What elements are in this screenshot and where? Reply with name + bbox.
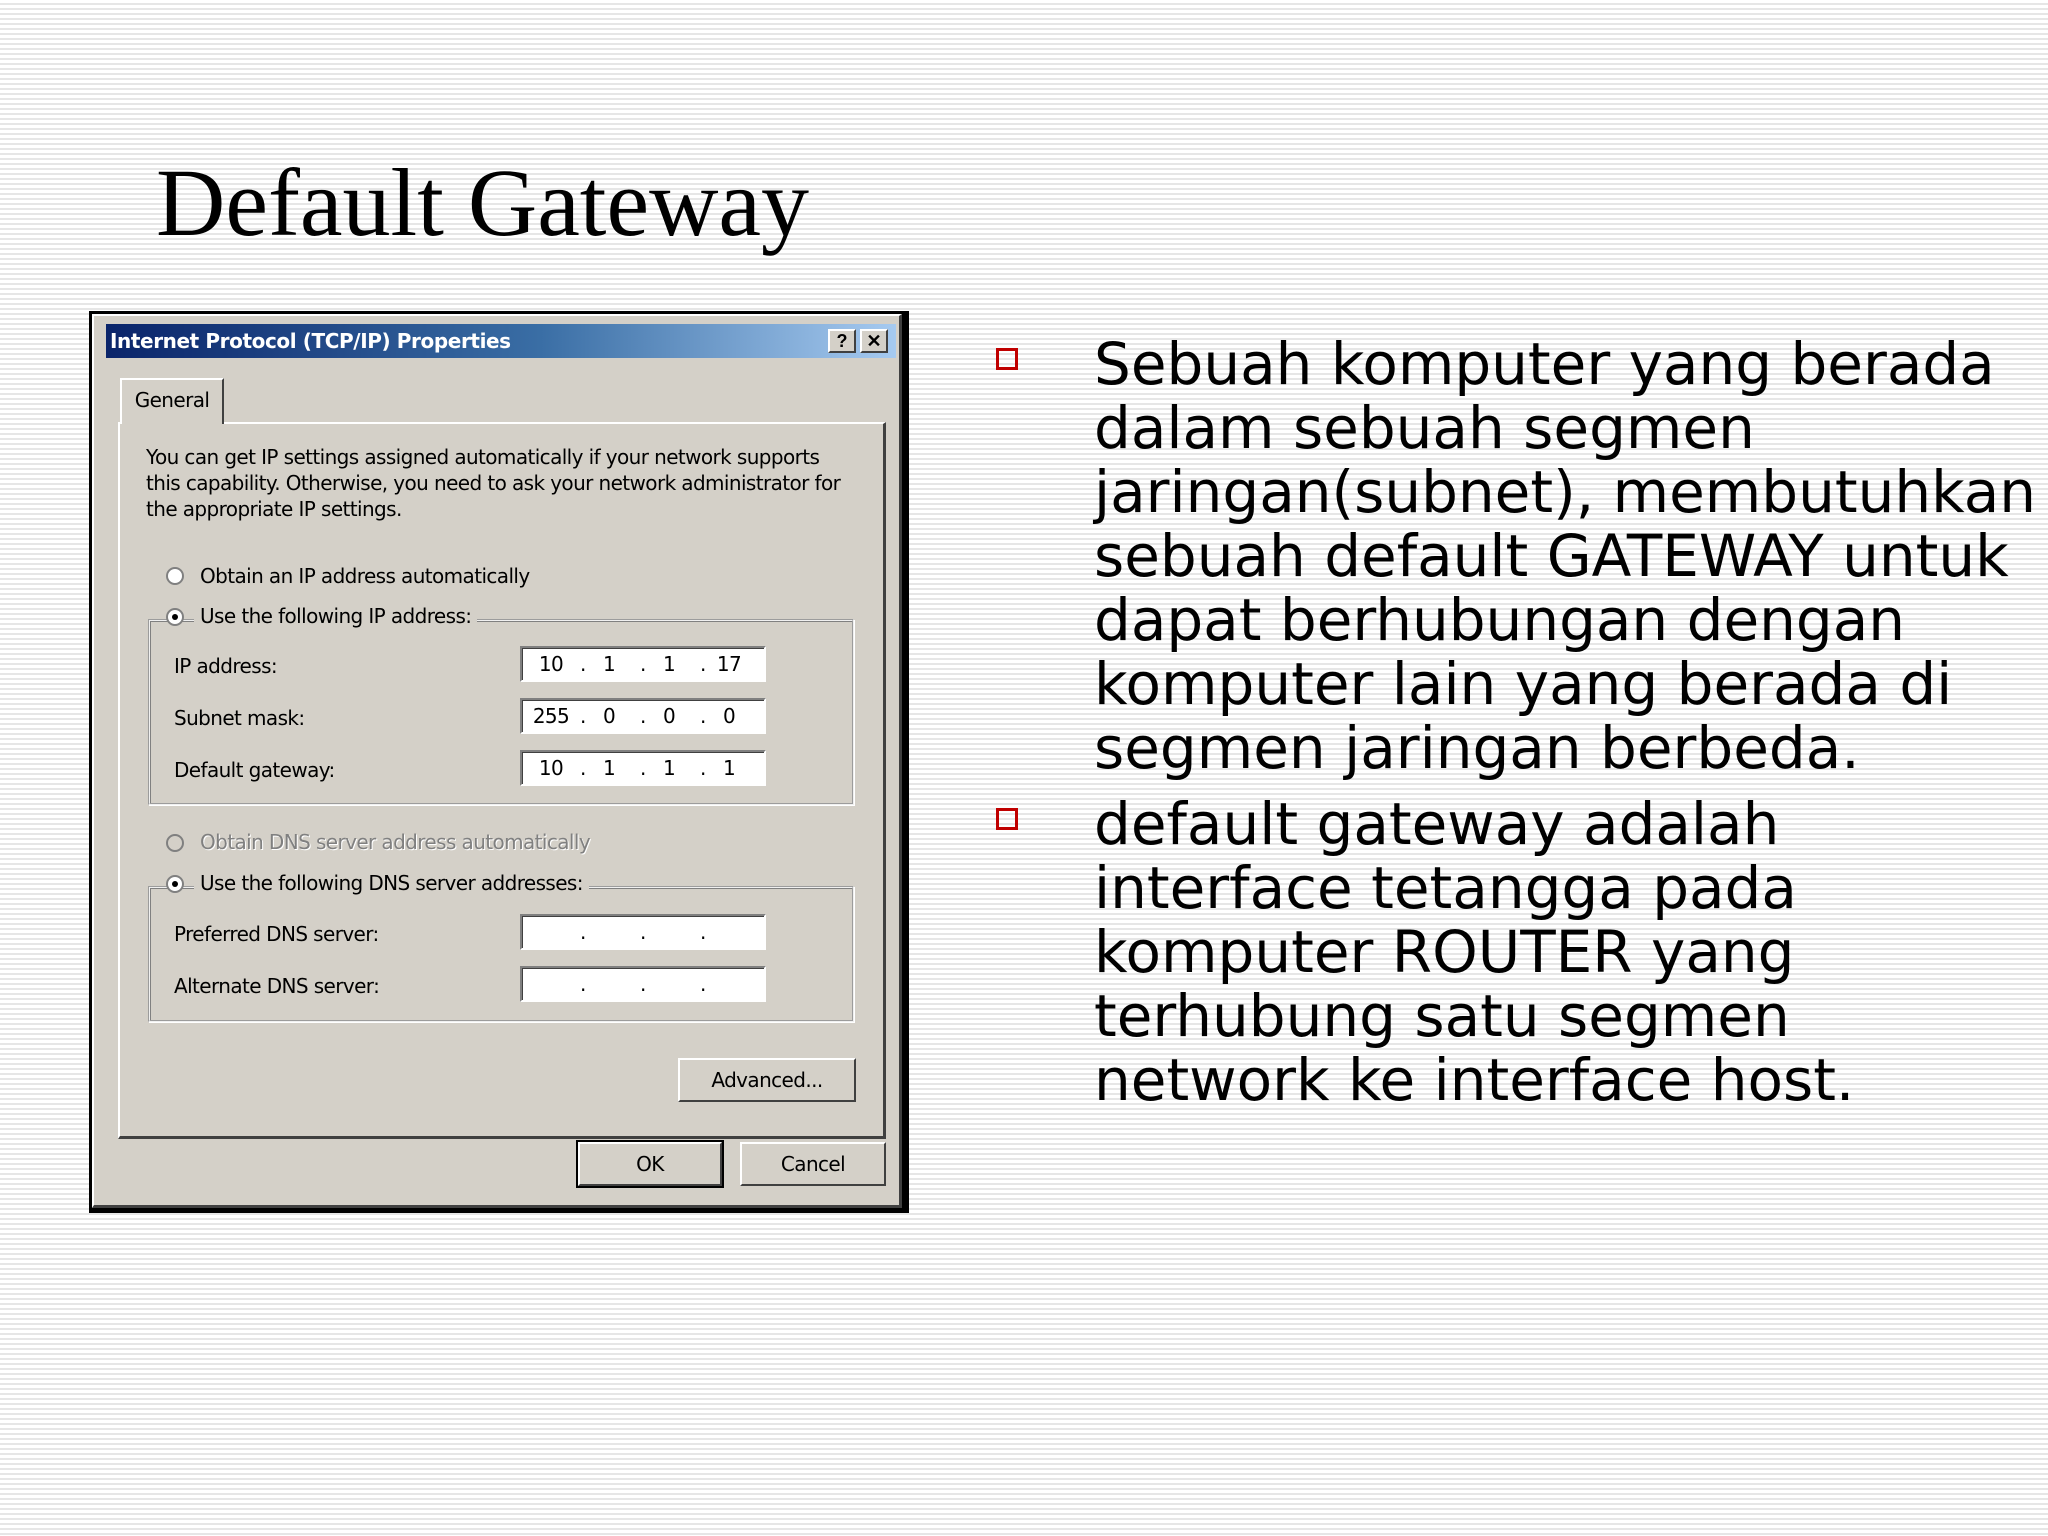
square-bullet-icon	[996, 348, 1018, 370]
cancel-button[interactable]: Cancel	[740, 1142, 886, 1186]
dialog-title: Internet Protocol (TCP/IP) Properties	[110, 329, 511, 353]
subnet-mask-label: Subnet mask:	[174, 706, 305, 730]
radio-use-following-ip[interactable]	[166, 608, 184, 626]
advanced-button[interactable]: Advanced...	[678, 1058, 856, 1102]
bullet-item	[996, 332, 2036, 780]
alternate-dns-field[interactable]: . . .	[520, 966, 766, 1002]
close-icon: ✕	[866, 331, 882, 351]
radio-obtain-ip-automatically[interactable]	[166, 567, 184, 585]
ip-address-field[interactable]: 10 . 1 . 1 . 17	[520, 646, 766, 682]
tab-general[interactable]: General	[120, 378, 224, 424]
dialog-titlebar[interactable]	[106, 324, 896, 358]
close-button[interactable]	[860, 329, 888, 353]
radio-use-dns-label: Use the following DNS server addresses:	[194, 871, 589, 895]
ip-address-label: IP address:	[174, 654, 278, 678]
dialog-description: You can get IP settings assigned automatically if your network supports this capability. Otherwise, you need to ask your network administrator for the appropriate IP settings.	[146, 445, 841, 521]
bullet-list	[996, 332, 2036, 1124]
bullet-text: Sebuah komputer yang berada dalam sebuah segmen jaringan(subnet), membutuhkan sebuah default GATEWAY untuk dapat berhubungan dengan komputer lain yang berada di segmen jaringan berbeda.	[1094, 330, 2036, 782]
subnet-mask-field[interactable]: 255 . 0 . 0 . 0	[520, 698, 766, 734]
radio-obtain-ip-label: Obtain an IP address automatically	[200, 564, 530, 588]
radio-obtain-dns-label: Obtain DNS server address automatically	[200, 830, 591, 854]
radio-use-following-dns[interactable]	[166, 875, 184, 893]
radio-use-ip-label: Use the following IP address:	[194, 604, 477, 628]
bullet-text: default gateway adalah interface tetangga pada komputer ROUTER yang terhubung satu segmen network ke interface host.	[1094, 790, 1855, 1114]
bullet-item	[996, 792, 2036, 1112]
preferred-dns-label: Preferred DNS server:	[174, 922, 379, 946]
slide-title: Default Gateway	[156, 149, 810, 256]
alternate-dns-label: Alternate DNS server:	[174, 974, 380, 998]
default-gateway-label: Default gateway:	[174, 758, 335, 782]
radio-obtain-dns-automatically[interactable]	[166, 834, 184, 852]
help-button[interactable]: ?	[828, 329, 856, 353]
tcpip-properties-dialog	[92, 314, 902, 1208]
square-bullet-icon	[996, 808, 1018, 830]
ok-button[interactable]: OK	[578, 1142, 722, 1186]
default-gateway-field[interactable]: 10 . 1 . 1 . 1	[520, 750, 766, 786]
preferred-dns-field[interactable]: . . .	[520, 914, 766, 950]
